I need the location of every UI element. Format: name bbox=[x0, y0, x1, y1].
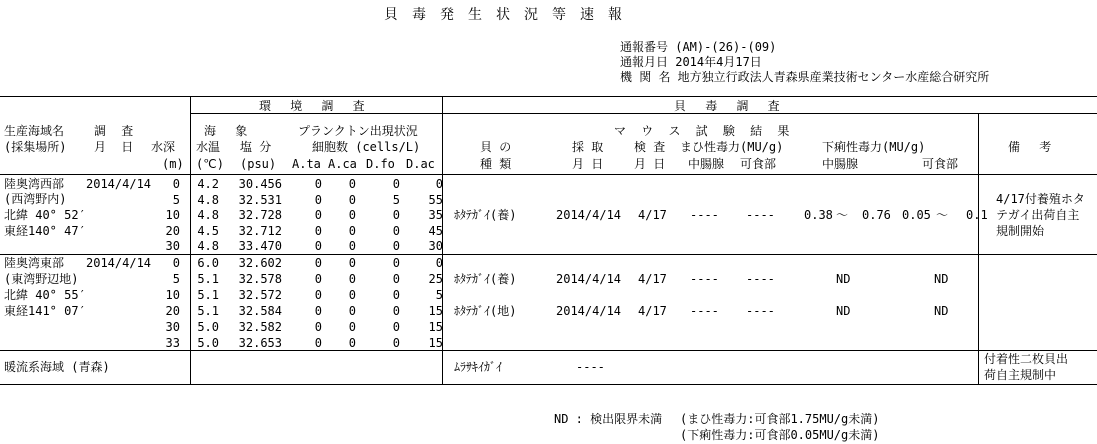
dsp-midgut-value: ND bbox=[836, 304, 851, 318]
cell-dac: 15 bbox=[428, 320, 443, 334]
cell-ata: 0 bbox=[314, 256, 322, 270]
area-name-header: 生産海域名 bbox=[4, 124, 65, 138]
collect-date: ---- bbox=[576, 360, 605, 374]
cell-aca: 0 bbox=[348, 320, 356, 334]
cell-depth: 30 bbox=[165, 320, 180, 334]
cell-ata: 0 bbox=[314, 272, 322, 286]
dsp-edible-header: 可食部 bbox=[922, 157, 959, 171]
cell-aca: 0 bbox=[348, 336, 356, 350]
remarks-left-border bbox=[978, 113, 979, 384]
section-divider-1 bbox=[0, 254, 1097, 255]
salinity-header: 塩 分 bbox=[240, 140, 272, 154]
shell-species: ﾎﾀﾃｶﾞｲ(養) bbox=[454, 272, 517, 286]
cell-temp: 5.0 bbox=[197, 320, 219, 334]
cell-ata: 0 bbox=[314, 288, 322, 302]
dsp-midgut-range-sep: ～ bbox=[836, 208, 849, 222]
area-name: 陸奥湾西部 bbox=[4, 177, 65, 191]
cell-aca: 0 bbox=[348, 192, 356, 207]
col-ata: A.ta bbox=[292, 157, 321, 171]
cell-depth: 0 bbox=[172, 256, 180, 270]
plankton-header: プランクトン出現状況 bbox=[298, 124, 418, 138]
cell-dfo: 0 bbox=[392, 304, 400, 318]
shell-species: ﾑﾗｻｷｲｶﾞｲ bbox=[454, 360, 503, 374]
area-name: 暖流系海域 (青森) bbox=[4, 360, 110, 374]
nd-legend: ND : 検出限界未満 bbox=[554, 412, 663, 426]
area-latitude: 北緯 40° 55′ bbox=[4, 288, 86, 302]
cell-dac: 25 bbox=[428, 272, 443, 286]
remarks-line: 荷自主規制中 bbox=[984, 368, 1057, 382]
cell-temp: 5.1 bbox=[197, 304, 219, 318]
cell-dac: 5 bbox=[435, 288, 443, 302]
footnote-psp: (まひ性毒力:可食部1.75MU/g未満) bbox=[680, 412, 880, 426]
cell-salinity: 30.456 bbox=[238, 177, 282, 191]
cell-aca: 0 bbox=[348, 304, 356, 318]
cell-dac: 0 bbox=[435, 256, 443, 270]
depth-header: 水深 bbox=[151, 140, 176, 154]
mouse-test-header: マ ウ ス 試 験 結 果 bbox=[614, 124, 794, 138]
dsp-edible-value: ND bbox=[934, 272, 949, 286]
cell-dac: 35 bbox=[428, 208, 443, 222]
survey-date: 2014/4/14 bbox=[86, 256, 152, 270]
psp-edible-value: ---- bbox=[746, 304, 775, 318]
temp-unit: (℃) bbox=[196, 157, 224, 171]
cell-temp: 5.1 bbox=[197, 272, 219, 286]
cell-aca: 0 bbox=[348, 177, 356, 191]
test-date: 4/17 bbox=[638, 272, 667, 286]
header-bottom-border bbox=[0, 174, 1097, 175]
remarks-header: 備 考 bbox=[1008, 140, 1058, 154]
dsp-midgut-min: 0.38 bbox=[804, 208, 833, 222]
cell-depth: 20 bbox=[165, 304, 180, 318]
area-latitude: 北緯 40° 52′ bbox=[4, 208, 86, 222]
cell-dac: 0 bbox=[435, 177, 443, 191]
page-title: 貝毒発生状況等速報 bbox=[384, 7, 636, 23]
cell-dfo: 0 bbox=[392, 177, 400, 191]
cell-depth: 30 bbox=[165, 239, 180, 253]
cell-depth: 5 bbox=[172, 272, 180, 286]
cell-dfo: 0 bbox=[392, 239, 400, 253]
report-number: 通報番号 (AM)-(26)-(09) bbox=[620, 40, 777, 54]
dsp-midgut-value: ND bbox=[836, 272, 851, 286]
dsp-midgut-max: 0.76 bbox=[862, 208, 891, 222]
cell-ata: 0 bbox=[314, 304, 322, 318]
cell-temp: 4.8 bbox=[197, 192, 219, 207]
cells-header: 細胞数 (cells/L) bbox=[312, 140, 421, 154]
shell-species: ﾎﾀﾃｶﾞｲ(養) bbox=[454, 208, 517, 222]
env-left-border bbox=[190, 96, 191, 384]
remarks-line: 付着性二枚貝出 bbox=[984, 352, 1069, 366]
shell-type-sub: 種 類 bbox=[480, 157, 512, 171]
shell-subheader-line bbox=[442, 113, 1097, 114]
cell-dac: 45 bbox=[428, 223, 443, 238]
footnote-dsp: (下痢性毒力:可食部0.05MU/g未満) bbox=[680, 428, 880, 442]
area-location: (東湾野辺地) bbox=[4, 272, 79, 286]
area-sub-header: (採集場所) bbox=[4, 140, 67, 154]
col-dac: D.ac bbox=[406, 157, 435, 171]
dsp-header: 下痢性毒力(MU/g) bbox=[822, 140, 926, 154]
cell-aca: 0 bbox=[348, 208, 356, 222]
cell-salinity: 32.653 bbox=[238, 336, 282, 350]
cell-temp: 6.0 bbox=[197, 256, 219, 270]
cell-temp: 4.5 bbox=[197, 223, 219, 238]
cell-temp: 4.2 bbox=[197, 177, 219, 191]
cell-depth: 20 bbox=[165, 223, 180, 238]
psp-midgut-header: 中腸腺 bbox=[688, 157, 725, 171]
cell-temp: 4.8 bbox=[197, 208, 219, 222]
cell-dfo: 0 bbox=[392, 288, 400, 302]
cell-dac: 55 bbox=[428, 192, 443, 207]
cell-salinity: 32.584 bbox=[238, 304, 282, 318]
cell-depth: 5 bbox=[172, 192, 180, 207]
cell-dfo: 0 bbox=[392, 336, 400, 350]
temp-header: 水温 bbox=[196, 140, 221, 154]
test-date-sub: 月 日 bbox=[634, 157, 666, 171]
test-date-header: 検 査 bbox=[634, 140, 666, 154]
test-date: 4/17 bbox=[638, 208, 667, 222]
cell-aca: 0 bbox=[348, 223, 356, 238]
cell-aca: 0 bbox=[348, 256, 356, 270]
cell-temp: 5.1 bbox=[197, 288, 219, 302]
cell-dfo: 5 bbox=[392, 192, 400, 207]
dsp-midgut-header: 中腸腺 bbox=[822, 157, 859, 171]
remarks-line: 4/17付養殖ホタ bbox=[996, 192, 1085, 206]
psp-midgut-value: ---- bbox=[690, 208, 719, 222]
collect-date: 2014/4/14 bbox=[556, 272, 622, 286]
cell-salinity: 32.531 bbox=[238, 192, 282, 207]
env-subheader-line bbox=[190, 113, 442, 114]
cell-ata: 0 bbox=[314, 192, 322, 207]
psp-midgut-value: ---- bbox=[690, 304, 719, 318]
ocean-header: 海 象 bbox=[204, 124, 254, 138]
cell-ata: 0 bbox=[314, 223, 322, 238]
cell-temp: 4.8 bbox=[197, 239, 219, 253]
section-divider-2 bbox=[0, 350, 1097, 351]
cell-dfo: 0 bbox=[392, 223, 400, 238]
psp-edible-header: 可食部 bbox=[740, 157, 777, 171]
shell-type-header: 貝 の bbox=[480, 140, 512, 154]
remarks-line: テガイ出荷自主 bbox=[996, 208, 1080, 222]
dsp-edible-max: 0.1 bbox=[966, 208, 988, 222]
table-bottom-border bbox=[0, 384, 1097, 385]
date-sub-header: 月 日 bbox=[94, 140, 138, 154]
cell-salinity: 32.582 bbox=[238, 320, 282, 334]
shell-species: ﾎﾀﾃｶﾞｲ(地) bbox=[454, 304, 517, 318]
col-aca: A.ca bbox=[328, 157, 357, 171]
cell-salinity: 32.728 bbox=[238, 208, 282, 222]
report-date: 通報月日 2014年4月17日 bbox=[620, 55, 762, 69]
area-longitude: 東経140° 47′ bbox=[4, 224, 86, 238]
cell-temp: 5.0 bbox=[197, 336, 219, 350]
dsp-edible-min: 0.05 bbox=[902, 208, 931, 222]
collect-date-header: 採 取 bbox=[572, 140, 604, 154]
cell-dfo: 0 bbox=[392, 272, 400, 286]
cell-salinity: 33.470 bbox=[238, 239, 282, 253]
cell-salinity: 32.602 bbox=[238, 256, 282, 270]
cell-ata: 0 bbox=[314, 336, 322, 350]
remarks-line: 規制開始 bbox=[996, 224, 1045, 238]
col-dfo: D.fo bbox=[366, 157, 395, 171]
area-location: (西湾野内) bbox=[4, 192, 67, 206]
test-date: 4/17 bbox=[638, 304, 667, 318]
area-name: 陸奥湾東部 bbox=[4, 256, 65, 270]
cell-dac: 30 bbox=[428, 239, 443, 253]
salinity-unit: (psu) bbox=[240, 157, 277, 171]
table-top-border bbox=[0, 96, 1097, 97]
psp-edible-value: ---- bbox=[746, 208, 775, 222]
collect-date: 2014/4/14 bbox=[556, 304, 622, 318]
cell-salinity: 32.712 bbox=[238, 223, 282, 238]
psp-edible-value: ---- bbox=[746, 272, 775, 286]
survey-date: 2014/4/14 bbox=[86, 177, 152, 191]
cell-dfo: 0 bbox=[392, 320, 400, 334]
cell-ata: 0 bbox=[314, 320, 322, 334]
cell-depth: 0 bbox=[172, 177, 180, 191]
cell-dac: 15 bbox=[428, 304, 443, 318]
cell-salinity: 32.578 bbox=[238, 272, 282, 286]
cell-dfo: 0 bbox=[392, 256, 400, 270]
shellfish-survey-header: 貝 毒 調 査 bbox=[674, 99, 786, 113]
cell-aca: 0 bbox=[348, 239, 356, 253]
cell-ata: 0 bbox=[314, 177, 322, 191]
area-longitude: 東経141° 07′ bbox=[4, 304, 86, 318]
survey-date-header: 調 査 bbox=[94, 124, 138, 138]
collect-date: 2014/4/14 bbox=[556, 208, 622, 222]
cell-dac: 15 bbox=[428, 336, 443, 350]
cell-ata: 0 bbox=[314, 239, 322, 253]
cell-depth: 33 bbox=[165, 336, 180, 350]
cell-aca: 0 bbox=[348, 272, 356, 286]
env-survey-header: 環 境 調 査 bbox=[259, 99, 371, 113]
psp-midgut-value: ---- bbox=[690, 272, 719, 286]
cell-aca: 0 bbox=[348, 288, 356, 302]
cell-depth: 10 bbox=[165, 208, 180, 222]
agency-name: 機 関 名 地方独立行政法人青森県産業技術センター水産総合研究所 bbox=[620, 70, 990, 84]
cell-ata: 0 bbox=[314, 208, 322, 222]
cell-dfo: 0 bbox=[392, 208, 400, 222]
depth-unit: (m) bbox=[162, 157, 184, 171]
cell-depth: 10 bbox=[165, 288, 180, 302]
cell-salinity: 32.572 bbox=[238, 288, 282, 302]
collect-date-sub: 月 日 bbox=[572, 157, 604, 171]
psp-header: まひ性毒力(MU/g) bbox=[680, 140, 784, 154]
dsp-edible-range-sep: ～ bbox=[936, 208, 949, 222]
dsp-edible-value: ND bbox=[934, 304, 949, 318]
